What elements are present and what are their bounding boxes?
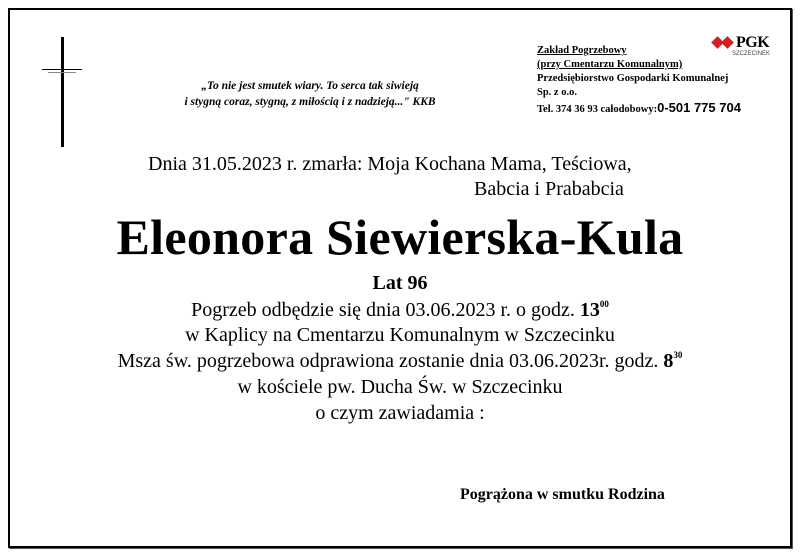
intro-line-2: Babcia i Prababcia	[474, 178, 624, 200]
pgk-logo	[712, 34, 769, 52]
mass-line	[0, 350, 800, 373]
diamond-logo-icon	[712, 36, 736, 50]
quote-line-1: „To nie jest smutek wiary. To serca tak siwieją	[201, 80, 419, 92]
logo-text: PGK	[736, 34, 770, 51]
intro-line-1: Dnia 31.05.2023 r. zmarła: Moja Kochana Mama, Teściowa,	[148, 153, 632, 175]
funeral-place: w Kaplicy na Cmentarzu Komunalnym w Szczecinku	[185, 324, 615, 346]
funeral-line	[0, 299, 800, 322]
funeral-minutes: 00	[599, 299, 609, 309]
mass-hour: 8	[663, 350, 674, 372]
funeral-text: Pogrzeb odbędzie się dnia 03.06.2023 r. o godz.	[191, 299, 580, 321]
company-line-1: Zakład Pogrzebowy	[537, 45, 627, 56]
company-phone	[537, 100, 741, 115]
company-line-3: Przedsiębiorstwo Gospodarki Komunalnej	[537, 73, 729, 84]
quote-line-2: i stygną coraz, stygną, z miłością i z nadzieją..." KKB	[184, 96, 436, 108]
signature: Pogrążona w smutku Rodzina	[460, 486, 665, 503]
company-line-4: Sp. z o.o.	[537, 87, 577, 98]
mass-place: w kościele pw. Ducha Św. w Szczecinku	[237, 376, 563, 398]
logo-subtext: SZCZECINEK	[732, 51, 771, 57]
age: Lat 96	[372, 272, 428, 294]
company-line-2: (przy Cmentarzu Komunalnym)	[537, 59, 683, 70]
mass-minutes: 30	[673, 350, 683, 360]
deceased-name: Eleonora Siewierska-Kula	[116, 209, 684, 265]
funeral-hour: 13	[579, 299, 600, 321]
closing-line: o czym zawiadamia :	[315, 402, 485, 424]
phone-24h: 0-501 775 704	[657, 100, 741, 115]
mass-text: Msza św. pogrzebowa odprawiona zostanie dnia 03.06.2023r. godz.	[117, 350, 664, 372]
phone-label: Tel. 374 36 93 całodobowy:	[537, 104, 658, 115]
